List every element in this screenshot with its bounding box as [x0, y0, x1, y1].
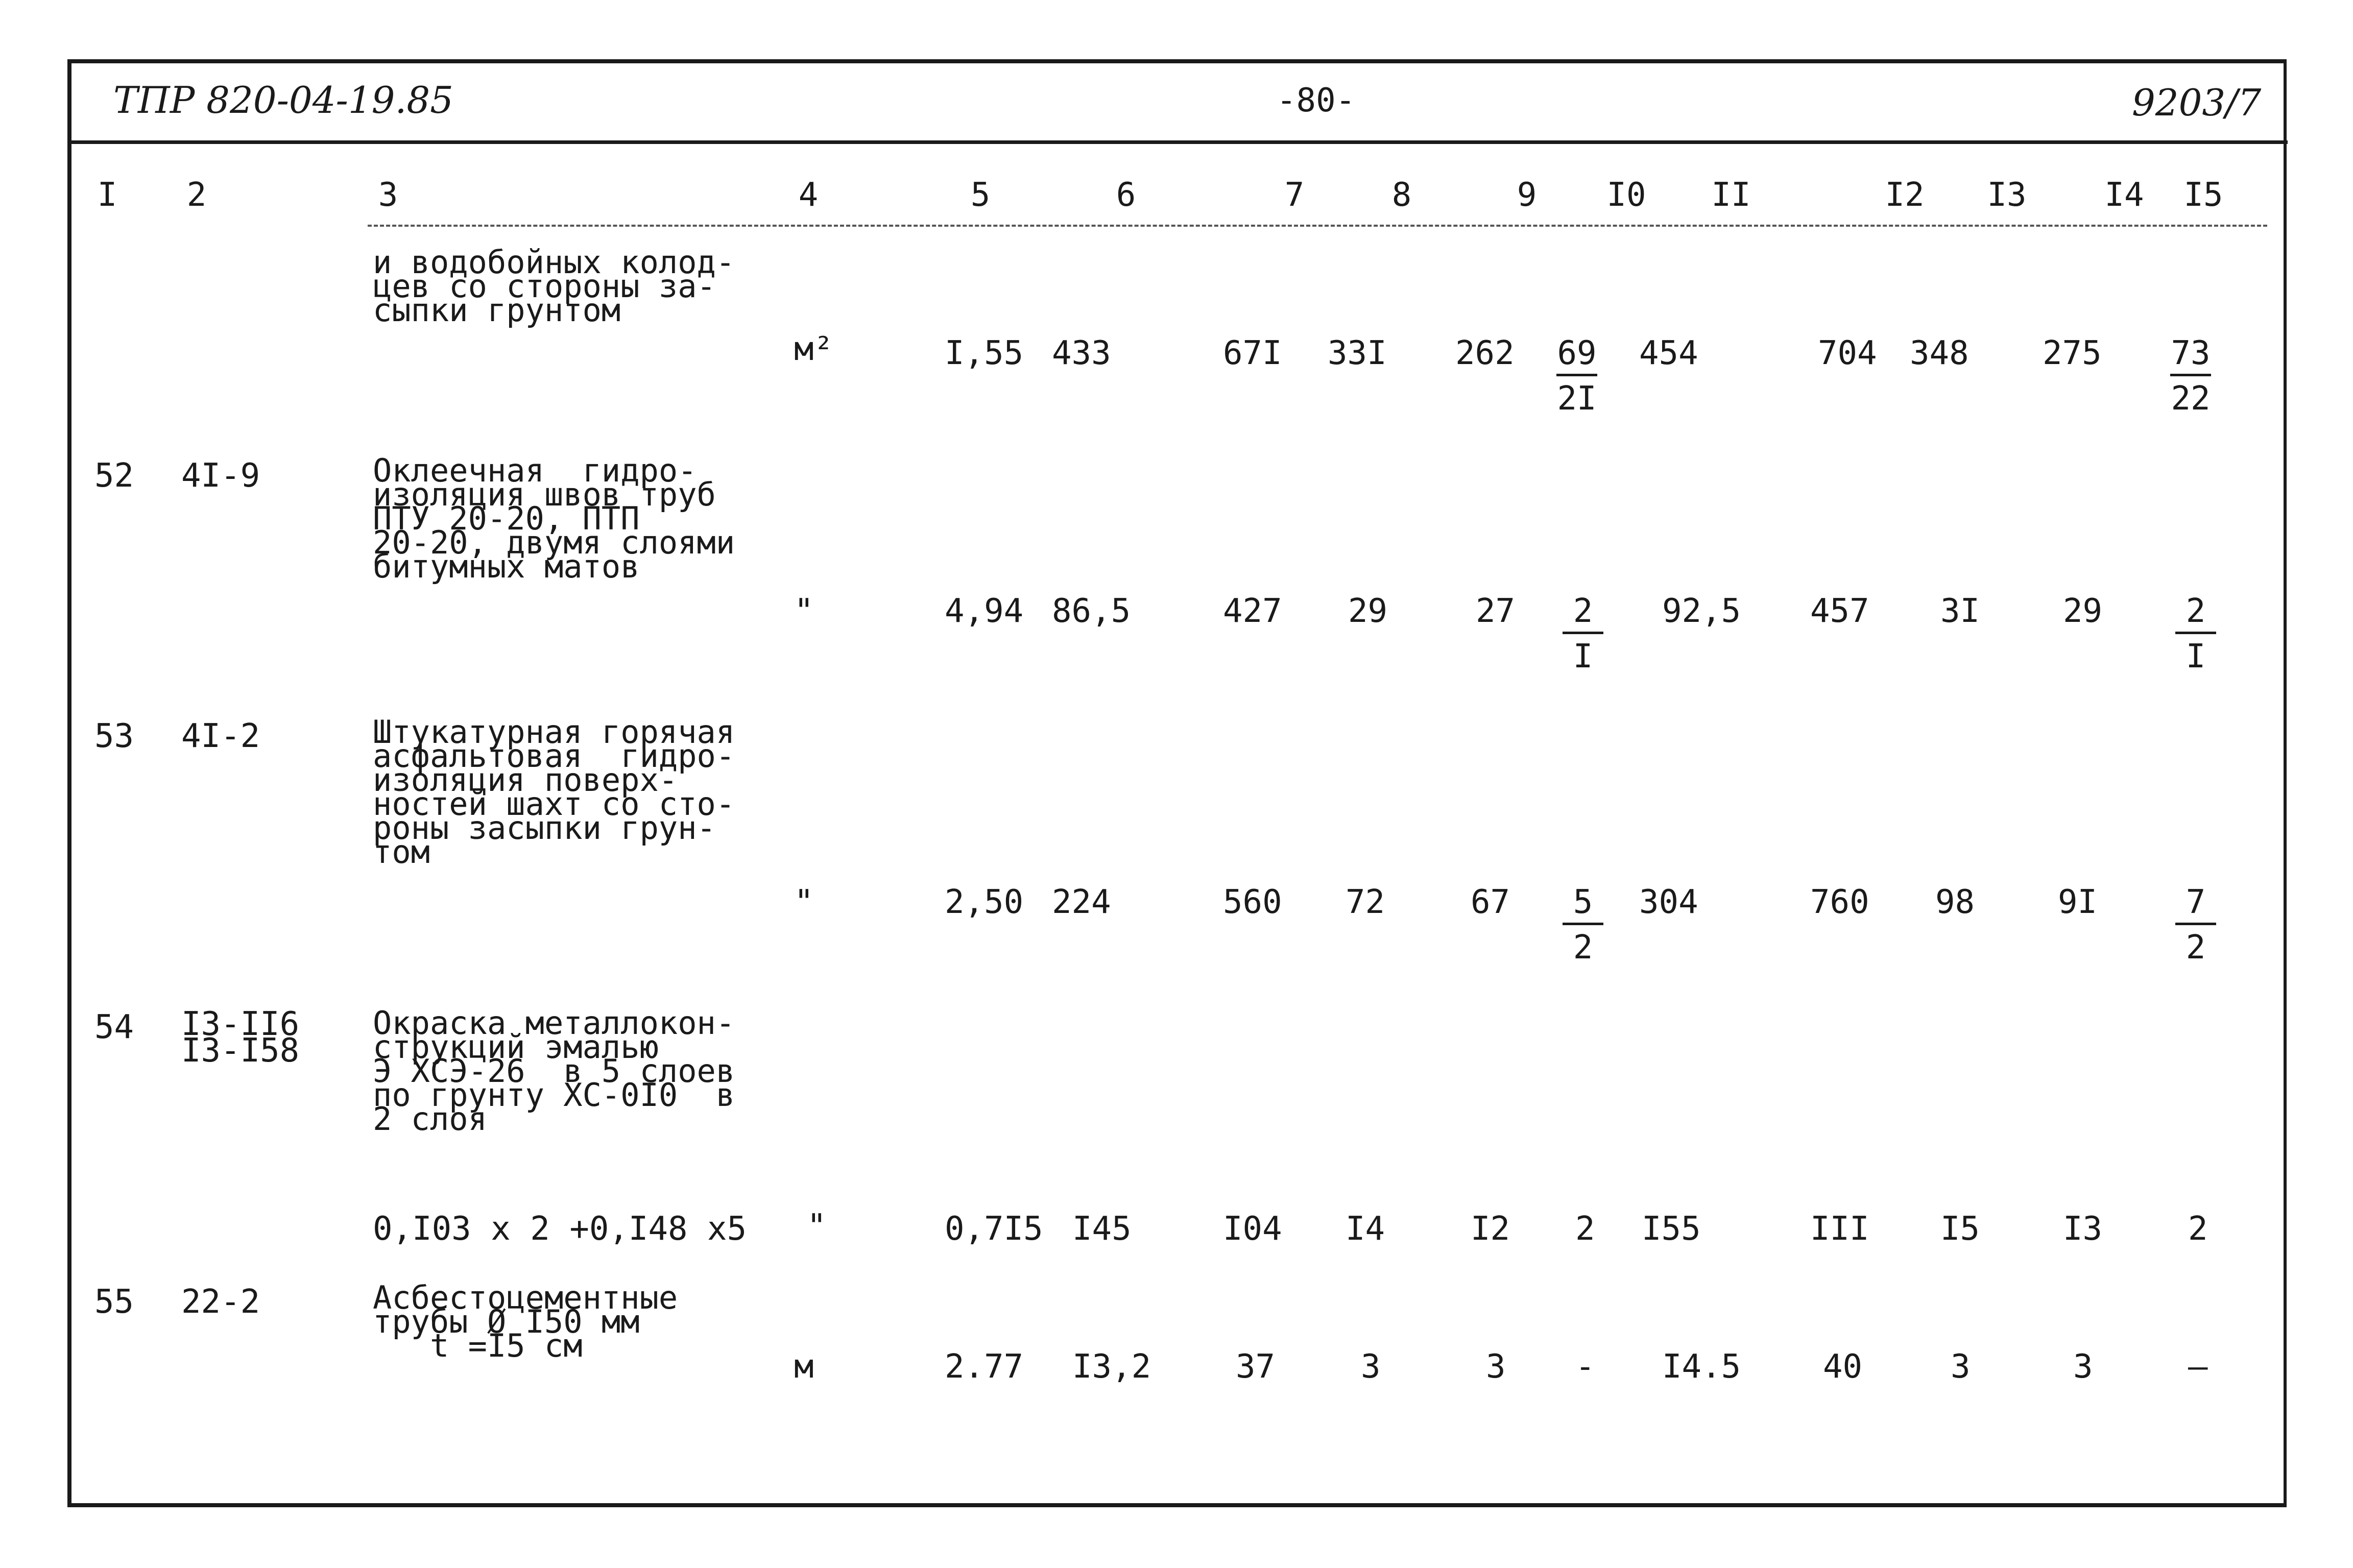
cell-col5: 2,50 [945, 883, 1024, 921]
column-header-6: 6 [1116, 176, 1136, 214]
cell-col14: 9I [2058, 883, 2098, 921]
unit: " [794, 592, 814, 630]
cell-col12: 40 [1823, 1348, 1863, 1386]
column-header-5: 5 [970, 176, 991, 214]
cell-col6: I45 [1072, 1210, 1132, 1248]
cell-col7: I04 [1223, 1210, 1282, 1248]
cell-col5: 2.77 [945, 1348, 1024, 1386]
fraction-col15 [2170, 334, 2211, 418]
cell-col10: 2 [1575, 1210, 1595, 1248]
cell-col5: I,55 [945, 334, 1024, 372]
cell-col12: 704 [1818, 334, 1877, 372]
row-number: 55 [94, 1283, 134, 1321]
cell-col10: - [1575, 1348, 1595, 1386]
row-number: 52 [94, 457, 134, 495]
fraction-numerator: 2 [1563, 595, 1603, 634]
document-code: ТПР 820-04-19.85 [113, 79, 453, 122]
cell-col13: 348 [1910, 334, 1969, 372]
cell-col8: 3 [1361, 1348, 1381, 1386]
fraction-denominator: 2 [2186, 929, 2206, 967]
column-header-10: I0 [1606, 176, 1646, 214]
work-description: Штукатурная горячая асфальтовая гидро- изоляция поверх- ностей шахт со сто- роны засыпки грун- том [373, 713, 735, 871]
norm-code: 4I-9 [181, 457, 260, 495]
column-header-2: 2 [186, 176, 207, 214]
cell-col7: 67I [1223, 334, 1282, 372]
column-header-1: I [97, 176, 117, 214]
cell-col11: I55 [1642, 1210, 1701, 1248]
norm-code: 22-2 [181, 1283, 260, 1321]
cell-col11: 92,5 [1662, 592, 1741, 630]
cell-col8: 29 [1348, 592, 1388, 630]
column-header-9: 9 [1517, 176, 1537, 214]
cell-col7: 37 [1236, 1348, 1276, 1386]
sheet-reference: 9203/7 [2132, 81, 2262, 124]
unit: " [807, 1208, 827, 1245]
column-header-15: I5 [2183, 176, 2223, 214]
cell-col15: – [2188, 1348, 2208, 1386]
fraction-denominator: I [2186, 638, 2206, 676]
column-header-11: II [1711, 176, 1751, 214]
fraction-col10 [1563, 883, 1603, 967]
cell-col6: I3,2 [1072, 1348, 1151, 1386]
cell-col9: I2 [1471, 1210, 1510, 1248]
column-header-13: I3 [1987, 176, 2027, 214]
fraction-col15 [2175, 592, 2216, 676]
cell-col9: 3 [1486, 1348, 1506, 1386]
unit: м [794, 1348, 814, 1386]
fraction-numerator: 7 [2175, 886, 2216, 925]
unit: " [794, 883, 814, 921]
cell-col7: 560 [1223, 883, 1282, 921]
column-header-4: 4 [798, 176, 819, 214]
cell-col11: 454 [1639, 334, 1698, 372]
row-number: 53 [94, 717, 134, 755]
work-description: Асбестоцементные трубы Ø I50 мм t =I5 см [373, 1279, 678, 1364]
cell-col9: 27 [1476, 592, 1516, 630]
fraction-denominator: 2 [1573, 929, 1593, 967]
cell-col6: 224 [1052, 883, 1111, 921]
area-formula: 0,I03 х 2 +0,I48 х5 [373, 1210, 747, 1248]
norm-code: I3-II6 I3-I58 [181, 1005, 300, 1070]
cell-col13: 98 [1935, 883, 1975, 921]
cell-col14: I3 [2063, 1210, 2103, 1248]
cell-col12: 760 [1810, 883, 1869, 921]
column-header-3: 3 [378, 176, 398, 214]
fraction-denominator: 2I [1557, 380, 1597, 418]
cell-col13: I5 [1940, 1210, 1980, 1248]
unit: м² [794, 330, 834, 368]
cell-col8: 33I [1328, 334, 1387, 372]
column-header-12: I2 [1885, 176, 1925, 214]
cell-col8: I4 [1346, 1210, 1385, 1248]
fraction-col15 [2175, 883, 2216, 967]
fraction-numerator: 69 [1556, 337, 1597, 376]
cell-col11: I4.5 [1662, 1348, 1741, 1386]
cell-col11: 304 [1639, 883, 1698, 921]
cell-col12: III [1810, 1210, 1869, 1248]
fraction-numerator: 2 [2175, 595, 2216, 634]
column-header-8: 8 [1391, 176, 1412, 214]
cell-col13: 3I [1940, 592, 1980, 630]
cell-col14: 29 [2063, 592, 2103, 630]
cell-col9: 67 [1471, 883, 1510, 921]
cell-col5: 0,7I5 [945, 1210, 1043, 1248]
cell-col5: 4,94 [945, 592, 1024, 630]
column-header-14: I4 [2104, 176, 2144, 214]
fraction-numerator: 5 [1563, 886, 1603, 925]
column-header-underline [368, 225, 2267, 227]
norm-code: 4I-2 [181, 717, 260, 755]
column-header-7: 7 [1284, 176, 1305, 214]
fraction-col10 [1563, 592, 1603, 676]
cell-col13: 3 [1951, 1348, 1971, 1386]
row-number: 54 [94, 1008, 134, 1046]
cell-col8: 72 [1346, 883, 1385, 921]
header-divider [67, 140, 2288, 144]
cell-col14: 275 [2043, 334, 2102, 372]
fraction-col10 [1556, 334, 1597, 418]
cell-col6: 433 [1052, 334, 1111, 372]
cell-col15: 2 [2188, 1210, 2208, 1248]
cell-col12: 457 [1810, 592, 1869, 630]
work-description: и водобойных колод- цев со стороны за- сыпки грунтом [373, 244, 735, 329]
page-number: -80- [1277, 82, 1356, 119]
cell-col14: 3 [2073, 1348, 2093, 1386]
cell-col6: 86,5 [1052, 592, 1131, 630]
fraction-numerator: 73 [2170, 337, 2211, 376]
fraction-denominator: 22 [2171, 380, 2211, 418]
work-description: Окраска металлокон- струкций эмалью Э ХСЭ-26 в 5 слоев по грунту ХС-0I0 в 2 слоя [373, 1004, 735, 1138]
cell-col7: 427 [1223, 592, 1282, 630]
fraction-denominator: I [1573, 638, 1593, 676]
work-description: Оклеечная гидро- изоляция швов труб ПТУ 20-20, ПТП 20-20, двумя слоями битумных матов [373, 452, 735, 585]
cell-col9: 262 [1455, 334, 1515, 372]
